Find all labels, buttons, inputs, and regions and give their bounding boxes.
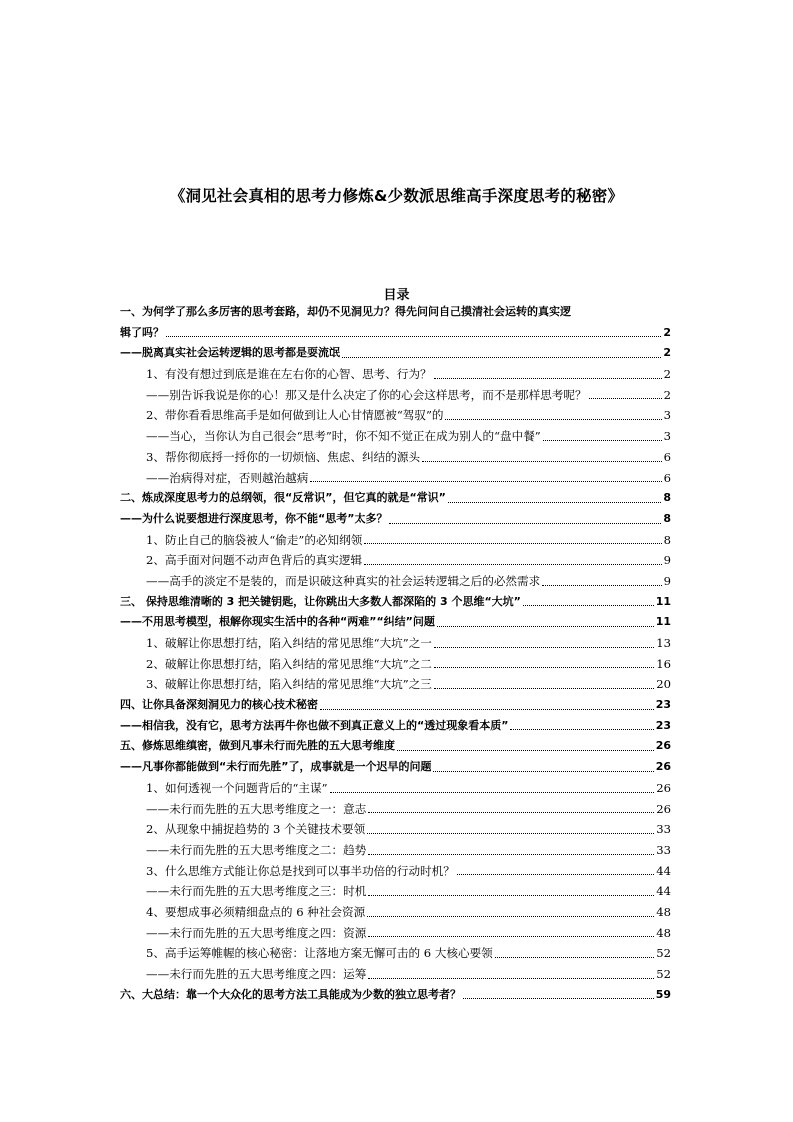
toc-entry-title: 1、如何透视一个问题背后的“主谋” [146, 780, 328, 795]
toc-entry[interactable] [120, 736, 671, 757]
dot-leader [437, 625, 654, 627]
toc-entry-title: ——当心，当你认为自己很会“思考”时，你不知不觉正在成为别人的“盘中餐” [146, 429, 541, 444]
toc-page-number: 26 [655, 739, 671, 753]
toc-entry-title: 五、修炼思维缜密，做到凡事未行而先胜的五大思考维度 [120, 739, 395, 753]
dot-leader [542, 584, 661, 586]
dot-leader [330, 791, 655, 793]
toc-entry[interactable] [120, 819, 671, 840]
dot-leader [445, 418, 661, 420]
toc-page-number: 9 [663, 553, 671, 568]
dot-leader [434, 687, 654, 689]
toc-entry-title: 3、帮你彻底捋一捋你的一切烦恼、焦虑、纠结的源头 [146, 449, 421, 464]
toc-page-number: 6 [663, 449, 671, 464]
toc-entry-title: 2、从现象中捕捉趋势的 3 个关键技术要领 [146, 822, 366, 837]
toc-page-number: 26 [656, 801, 671, 816]
dot-leader [364, 542, 661, 544]
toc-page-number: 2 [663, 325, 671, 339]
toc-entry[interactable] [120, 716, 671, 737]
dot-leader [463, 997, 654, 999]
toc-entry-title: 1、有没有想过到底是谁在左右你的心智、思考、行为？ [146, 367, 432, 382]
toc-page-number: 52 [656, 967, 671, 981]
toc-entry[interactable] [120, 426, 671, 447]
toc-entry[interactable] [120, 985, 671, 1006]
toc-entry-title: 辑了吗？ [120, 325, 164, 339]
dot-leader [589, 397, 662, 399]
toc-page-number: 23 [655, 718, 671, 732]
toc-entry[interactable] [120, 757, 671, 778]
dot-leader [368, 977, 654, 979]
toc-entry[interactable] [120, 571, 671, 592]
toc-entry-title: ——未行而先胜的五大思考维度之四：运筹 [146, 967, 367, 981]
toc-page-number: 2 [663, 346, 671, 360]
toc-entry[interactable] [120, 943, 671, 964]
toc-entry[interactable] [120, 881, 671, 902]
toc-page-number: 26 [656, 780, 671, 795]
toc-page-number: 3 [663, 429, 671, 444]
toc-page-number: 44 [656, 863, 671, 878]
toc-page-number: 11 [655, 594, 671, 608]
toc-page-number: 23 [655, 698, 671, 712]
toc-entry-title: ——未行而先胜的五大思考维度之三：时机 [146, 884, 367, 899]
toc-entry[interactable] [120, 654, 671, 675]
toc-page-number: 2 [663, 367, 671, 382]
toc-entry[interactable] [120, 861, 671, 882]
dot-leader [510, 728, 653, 730]
toc-page-number: 59 [655, 987, 671, 1001]
dot-leader [364, 563, 662, 565]
toc-entry-title: 2、带你看看思维高手是如何做到让人心甘情愿被“驾驭”的 [146, 408, 444, 423]
toc-page-number: 52 [656, 946, 671, 961]
toc-entry[interactable] [120, 612, 671, 633]
dot-leader [166, 335, 661, 337]
toc-page-number: 3 [663, 408, 671, 423]
toc-entry-title: ——脱离真实社会运转逻辑的思考都是耍流氓 [120, 346, 340, 360]
toc-page-number: 26 [655, 760, 671, 774]
dot-leader [434, 377, 662, 379]
toc-entry[interactable] [120, 633, 671, 654]
dot-leader [368, 853, 654, 855]
toc-entry-title: 二、炼成深度思考力的总纲领，很“反常识”，但它真的就是“常识” [120, 491, 446, 505]
toc-page-number: 48 [656, 925, 671, 940]
toc-entry[interactable] [120, 447, 671, 468]
toc-page-number: 9 [663, 573, 671, 588]
toc-entry[interactable] [120, 405, 671, 426]
toc-entry[interactable] [120, 964, 671, 985]
toc-entry[interactable] [120, 302, 671, 343]
toc-entry-title: ——凡事你都能做到“未行而先胜”了，成事就是一个迟早的问题 [120, 760, 432, 774]
toc-entry[interactable] [120, 674, 671, 695]
toc-page-number: 8 [663, 491, 671, 505]
toc-entry-title: ——治病得对症，否则越治越病 [146, 470, 309, 485]
table-of-contents [120, 302, 671, 1005]
toc-entry-title: 4、要想成事必须精细盘点的 6 种社会资源 [146, 904, 366, 919]
dot-leader [368, 894, 654, 896]
dot-leader [320, 708, 654, 710]
toc-page-number: 20 [656, 677, 671, 692]
toc-entry-title: 3、破解让你思想打结，陷入纠结的常见思维“大坑”之三 [146, 677, 432, 692]
toc-entry-title: ——未行而先胜的五大思考维度之四：资源 [146, 925, 367, 940]
toc-entry[interactable] [120, 902, 671, 923]
toc-entry[interactable] [120, 488, 671, 509]
dot-leader [368, 811, 654, 813]
dot-leader [434, 666, 654, 668]
toc-entry[interactable] [120, 343, 671, 364]
toc-entry[interactable] [120, 778, 671, 799]
toc-entry-title: 5、高手运筹帷幄的核心秘密：让落地方案无懈可击的 6 大核心要领 [146, 946, 493, 961]
toc-entry-title: 2、高手面对问题不动声色背后的真实逻辑 [146, 553, 363, 568]
toc-page-number: 48 [656, 904, 671, 919]
toc-entry-title: 六、大总结：靠一个大众化的思考方法工具能成为少数的独立思考者？ [120, 987, 461, 1001]
toc-entry[interactable] [120, 509, 671, 530]
toc-entry-title: ——别告诉我说是你的心！那又是什么决定了你的心会这样思考，而不是那样思考呢？ [146, 387, 587, 402]
toc-entry[interactable] [120, 530, 671, 551]
toc-entry[interactable] [120, 468, 671, 489]
dot-leader [367, 915, 654, 917]
dot-leader [523, 604, 654, 606]
toc-entry-title: ——未行而先胜的五大思考维度之一：意志 [146, 801, 367, 816]
dot-leader [342, 356, 661, 358]
toc-entry-title: ——未行而先胜的五大思考维度之二：趋势 [146, 842, 367, 857]
toc-page-number: 11 [655, 615, 671, 629]
toc-entry[interactable] [120, 840, 671, 861]
dot-leader [495, 956, 654, 958]
toc-entry-title: 1、防止自己的脑袋被人“偷走”的必知纲领 [146, 532, 363, 547]
dot-leader [434, 646, 654, 648]
toc-page-number: 13 [656, 636, 671, 650]
toc-page-number: 44 [656, 884, 671, 899]
toc-entry-title: ——相信我，没有它，思考方法再牛你也做不到真正意义上的“透过现象看本质” [120, 718, 509, 732]
toc-entry-title: 四、让你具备深刻洞见力的核心技术秘密 [120, 698, 318, 712]
document-title: 《洞见社会真相的思考力修炼&少数派思维高手深度思考的秘密》 [169, 187, 624, 205]
toc-entry[interactable] [120, 364, 671, 385]
toc-entry[interactable] [120, 923, 671, 944]
toc-entry[interactable] [120, 695, 671, 716]
dot-leader [422, 460, 662, 462]
dot-leader [448, 501, 661, 503]
toc-entry[interactable] [120, 799, 671, 820]
toc-entry[interactable] [120, 550, 671, 571]
toc-entry-title: ——高手的淡定不是装的，而是识破这种真实的社会运转逻辑之后的必然需求 [146, 573, 541, 588]
dot-leader [368, 935, 654, 937]
toc-page-number: 8 [663, 532, 671, 547]
toc-entry-title: ——为什么说要想进行深度思考，你不能“思考”太多？ [120, 511, 388, 525]
dot-leader [433, 770, 653, 772]
toc-entry-title: 2、破解让你思想打结，陷入纠结的常见思维“大坑”之二 [146, 656, 432, 671]
toc-page-number: 33 [656, 822, 671, 837]
toc-entry-title: 1、破解让你思想打结，陷入纠结的常见思维“大坑”之一 [146, 636, 432, 650]
toc-entry[interactable] [120, 592, 671, 613]
toc-page-number: 33 [656, 842, 671, 857]
toc-page-number: 6 [663, 470, 671, 485]
toc-entry[interactable] [120, 385, 671, 406]
dot-leader [457, 873, 654, 875]
dot-leader [543, 439, 662, 441]
toc-heading: 目录 [383, 288, 410, 303]
toc-page-number: 2 [663, 387, 671, 402]
toc-page-number: 16 [656, 656, 671, 671]
toc-entry-title-line: 一、为何学了那么多厉害的思考套路，却仍不见洞见力？得先问问自己摸清社会运转的真实逻 [120, 305, 571, 318]
dot-leader [310, 480, 661, 482]
toc-entry-title: ——不用思考模型，根解你现实生活中的各种“两难”“纠结”问题 [120, 615, 435, 629]
dot-leader [389, 522, 661, 524]
dot-leader [367, 832, 654, 834]
toc-entry-title: 三、 保持思维清晰的 3 把关键钥匙，让你跳出大多数人都深陷的 3 个思维“大坑” [120, 594, 521, 608]
dot-leader [397, 749, 654, 751]
toc-entry-title: 3、什么思维方式能让你总是找到可以事半功倍的行动时机？ [146, 863, 455, 878]
toc-page-number: 8 [663, 511, 671, 525]
